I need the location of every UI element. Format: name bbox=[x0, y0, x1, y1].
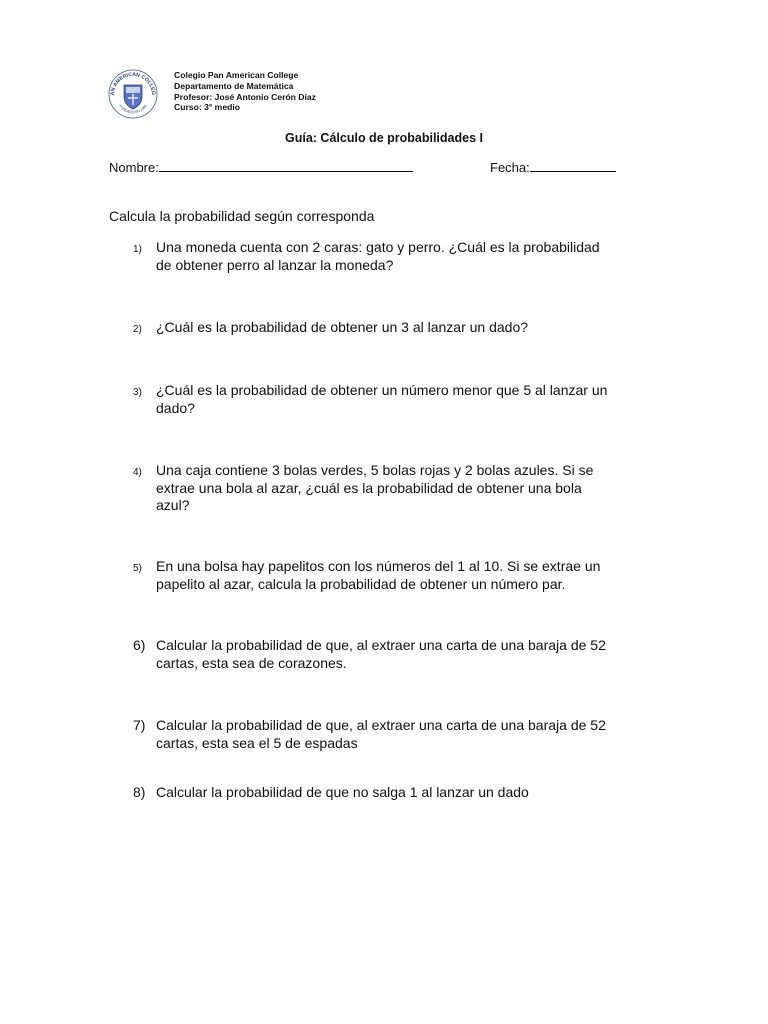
question-text bbox=[156, 319, 666, 337]
school-crest-logo bbox=[107, 68, 159, 120]
fecha-field[interactable] bbox=[490, 160, 616, 175]
worksheet-title: Guía: Cálculo de probabilidades I bbox=[285, 131, 483, 145]
logo-arc-text: AN AMERICAN COLLEG bbox=[109, 71, 157, 96]
question-line: cartas, esta sea el 5 de espadas bbox=[156, 734, 358, 751]
question-line: Una moneda cuenta con 2 caras: gato y perro. ¿Cuál es la probabilidad bbox=[156, 239, 600, 255]
question-text bbox=[156, 558, 666, 593]
question-text bbox=[156, 239, 666, 274]
question-line: de obtener perro al lanzar la moneda? bbox=[156, 256, 394, 273]
question-number: 4) bbox=[133, 467, 142, 478]
nombre-blank-line[interactable] bbox=[159, 160, 413, 172]
logo-bottom-text: FUNDADO EN 1990 bbox=[118, 104, 148, 115]
question-number: 5) bbox=[133, 563, 142, 574]
question-line: Calcular la probabilidad de que, al extraer una carta de una baraja de 52 bbox=[156, 717, 606, 733]
question-number: 8) bbox=[133, 784, 146, 800]
question-line: azul? bbox=[156, 497, 190, 513]
question-number: 1) bbox=[133, 244, 142, 255]
question-number: 3) bbox=[133, 387, 142, 398]
question-text bbox=[156, 382, 666, 417]
question-line: ¿Cuál es la probabilidad de obtener un 3 al lanzar un dado? bbox=[156, 319, 529, 335]
instruction-text: Calcula la probabilidad según corresponda bbox=[109, 208, 375, 224]
question-line: papelito al azar, calcula la probabilidad de obtener un número par. bbox=[156, 575, 566, 592]
nombre-label: Nombre: bbox=[109, 160, 159, 175]
fecha-blank-line[interactable] bbox=[530, 160, 616, 172]
school-info bbox=[174, 70, 316, 113]
teacher-name: Profesor: José Antonio Cerón Díaz bbox=[174, 91, 316, 102]
nombre-field[interactable] bbox=[109, 160, 413, 175]
question-text bbox=[156, 637, 666, 672]
question-number: 7) bbox=[133, 717, 146, 733]
question-line: En una bolsa hay papelitos con los números del 1 al 10. Si se extrae un bbox=[156, 558, 601, 574]
question-line: dado? bbox=[156, 399, 195, 416]
fecha-label: Fecha: bbox=[490, 160, 530, 175]
question-line: Calcular la probabilidad de que no salga 1 al lanzar un dado bbox=[156, 784, 529, 800]
school-name: Colegio Pan American College bbox=[174, 70, 299, 80]
question-number: 6) bbox=[133, 637, 146, 653]
course-name: Curso: 3° medio bbox=[174, 102, 240, 113]
question-text bbox=[156, 717, 666, 752]
question-line: Una caja contiene 3 bolas verdes, 5 bolas rojas y 2 bolas azules. Si se bbox=[156, 462, 594, 478]
question-line: ¿Cuál es la probabilidad de obtener un número menor que 5 al lanzar un bbox=[156, 382, 608, 398]
question-number: 2) bbox=[133, 324, 142, 335]
question-line: cartas, esta sea de corazones. bbox=[156, 654, 347, 671]
question-line: Calcular la probabilidad de que, al extraer una carta de una baraja de 52 bbox=[156, 637, 606, 653]
question-text bbox=[156, 462, 666, 515]
question-line: extrae una bola al azar, ¿cuál es la probabilidad de obtener una bola bbox=[156, 479, 582, 496]
question-text bbox=[156, 784, 666, 802]
department-name: Departamento de Matemática bbox=[174, 80, 294, 91]
